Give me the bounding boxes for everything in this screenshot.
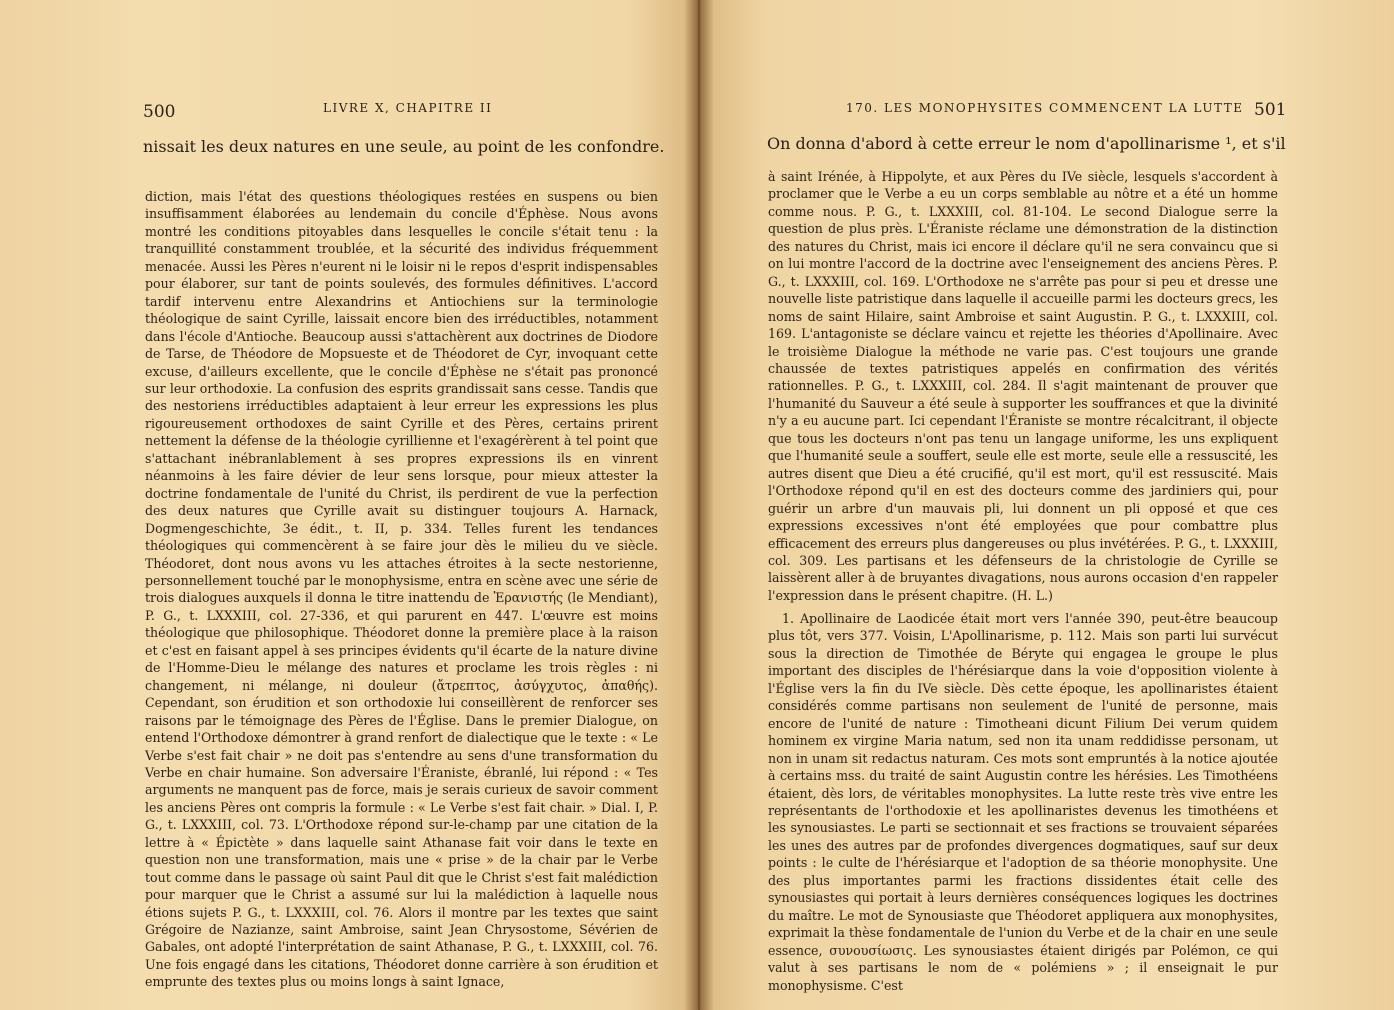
- left-page: [0, 0, 696, 1010]
- body-text: [768, 168, 1278, 608]
- body-paragraph: à saint Irénée, à Hippolyte, et aux Pères du IVe siècle, lesquels s'accordent à proclamer que le Verbe a eu un corps semblable au nôtre et a été un homme comme nous. P. G., t. LXXXIII, col. 81-104. Le second Dialogue serre la question de plus près. L'Éraniste réclame une démonstration de la distinction des natures du Christ, mais ici encore il déclare qu'il ne sera convaincu que si on lui montre l'accord de la doctrine avec l'enseignement des anciens Pères. P. G., t. LXXXIII, col. 169. L'Orthodoxe ne s'arrête pas pour si peu et dresse une nouvelle liste patristique dans laquelle il accueille parmi les docteurs grecs, les noms de saint Hilaire, saint Ambroise et saint Augustin. P. G., t. LXXXIII, col. 169. L'antagoniste se déclare vaincu et rejette les théories d'Apollinaire. Avec le troisième Dialogue la méthode ne varie pas. C'est toujours une grande chaussée de textes patristiques appelés en confirmation des vérités rationnelles. P. G., t. LXXXIII, col. 284. Il s'agit maintenant de prouver que l'humanité du Sauveur a été seule à supporter les souffrances et que la divinité n'y a eu aucune part. Ici cependant l'Éraniste se montre récalcitrant, il objecte que tous les docteurs n'ont pas tenu un langage uniforme, les uns expliquent que l'humanité seule a souffert, seule elle est morte, seule elle a ressuscité, les autres disent que Dieu a été crucifié, qu'il est mort, qu'il est ressuscité. Mais l'Orthodoxe répond qu'il en est des docteurs comme des jardiniers qui, pour guérir un arbre d'un mauvais pli, lui donnent un pli opposé et que ces expressions excessives n'ont été employées que pour combattre plus efficacement des erreurs plus dangereuses ou plus invétérées. P. G., t. LXXXIII, col. 309. Les partisans et les défenseurs de la christologie de Cyrille se laissèrent aller à de bruyantes divagations, nous aurons occasion d'en rappeler l'expression dans le présent chapitre. (H. L.): [768, 169, 1278, 603]
- body-text: [145, 188, 658, 990]
- page-number: 500: [143, 102, 176, 122]
- running-head: LIVRE X, CHAPITRE II: [323, 101, 493, 115]
- page-number: 501: [1254, 100, 1287, 120]
- footnote-text: 1. Apollinaire de Laodicée était mort vers l'année 390, peut-être beaucoup plus tôt, vers 377. Voisin, L'Apollinarisme, p. 112. Mais son parti lui survécut sous la direction de Timothée de Béryte qui engagea le groupe le plus important des disciples de l'hérésiarque dans la voie d'opposition violente à l'Église vers la fin du IVe siècle. Dès cette époque, les apollinaristes étaient considérés comme partisans non seulement de l'unité de personne, mais encore de l'unité de nature : Timotheani dicunt Filium Dei verum quidem hominem ex virgine Maria natum, sed non ita unam reddidisse personam, ut non in unam sit redactus naturam. Ces mots sont empruntés à la notice ajoutée à certains mss. du traité de saint Augustin contre les hérésies. Les Timothéens étaient, dès lors, de véritables monophysites. La lutte reste très vive entre les représentants de l'orthodoxie et les apollinaristes devenus les timothéens et les synousiastes. Le parti se sectionnait et ses fractions se trouvaient séparées les unes des autres par de profondes divergences dogmatiques, sauf sur deux points : le culte de l'hérésiarque et l'adoption de sa théorie monophysite. Une des plus importantes parmi les fractions dissidentes était celle des synousiastes qui portait à leurs dernières conséquences logiques les doctrines du maître. Le mot de Synousiaste que Théodoret appliquera aux monophysites, exprimait la thèse fondamentale de l'union du Verbe et de la chair en une seule essence, συνουσίωσις. Les synousiastes étaient dirigés par Polémon, ce qui valut à ses partisans le nom de « polémiens » ; il enseignait le pur monophysisme. C'est: [768, 611, 1278, 993]
- lead-line: nissait les deux natures en une seule, au point de les confondre.: [143, 137, 665, 156]
- body-paragraph: diction, mais l'état des questions théologiques restées en suspens ou bien insuffisamment élaborées au lendemain du concile d'Éphèse. Nous avons montré les conditions pitoyables dans lesquelles le concile s'était tenu : la tranquillité constamment troublée, et la sécurité des individus fréquemment menacée. Aussi les Pères n'eurent ni le loisir ni le repos d'esprit indispensables pour élaborer, sur tant de points soulevés, des formules définitives. L'accord tardif intervenu entre Alexandrins et Antiochiens sur la terminologie théologique de saint Cyrille, laissait encore bien des irréductibles, notamment dans l'école d'Antioche. Beaucoup aussi s'attachèrent aux doctrines de Diodore de Tarse, de Théodore de Mopsueste et de Théodoret de Cyr, invoquant cette excuse, d'ailleurs excellente, que le concile d'Éphèse ne s'était pas prononcé sur leur orthodoxie. La confusion des esprits grandissait sans cesse. Tandis que des nestoriens irréductibles adaptaient à leur erreur les expressions les plus rigoureusement orthodoxes de saint Cyrille et des Pères, certains prirent nettement la défense de la théologie cyrillienne et l'exagérèrent à tel point que s'attachant inébranlablement à ses propres expressions ils en vinrent néanmoins à les faire dévier de leur sens lorsque, pour mieux attester la doctrine fondamentale de l'unité du Christ, ils perdirent de vue la perfection des deux natures que Cyrille avait su distinguer toujours A. Harnack, Dogmengeschichte, 3e édit., t. II, p. 334. Telles furent les tendances théologiques qui commencèrent à se faire jour dès le milieu du ve siècle. Théodoret, dont nous avons vu les attaches étroites à la secte nestorienne, personnellement touché par le monophysisme, entra en scène avec une série de trois dialogues auxquels il donna le titre inattendu de Ἐρανιστής (le Mendiant), P. G., t. LXXXIII, col. 27-336, et qui parurent en 447. L'œuvre est moins théologique que philosophique. Théodoret donne la première place à la raison et c'est en faisant appel à ses principes évidents qu'il écarte de la nature divine de l'Homme-Dieu le mélange des natures et proclame les trois règles : ni changement, ni mélange, ni douleur (ἄτρεπτος, ἀσύγχυτος, ἀπαθής). Cependant, son érudition et son orthodoxie lui conseillèrent de renforcer ses raisons par le témoignage des Pères de l'Église. Dans le premier Dialogue, on entend l'Orthodoxe démontrer à grand renfort de dialectique que le texte : « Le Verbe s'est fait chair » ne doit pas s'entendre au sens d'une transformation du Verbe en chair humaine. Son adversaire l'Éraniste, ébranlé, lui répond : « Tes arguments ne manquent pas de force, mais je serais curieux de savoir comment les anciens Pères ont compris la formule : « Le Verbe s'est fait chair. » Dial. I, P. G., t. LXXXIII, col. 73. L'Orthodoxe répond sur-le-champ par une citation de la lettre à « Épictète » dans laquelle saint Athanase fait voir dans le texte en question non une transformation, mais une « prise » de la chair par le Verbe tout comme dans le passage où saint Paul dit que le Christ s'est fait malédiction pour marquer que le Christ a assumé sur lui la malédiction à laquelle nous étions sujets P. G., t. LXXXIII, col. 76. Alors il montre par les textes que saint Grégoire de Nazianze, saint Ambroise, saint Jean Chrysostome, Sévérien de Gabales, ont adopté l'interprétation de saint Athanase, P. G., t. LXXXIII, col. 76. Une fois engagé dans les citations, Théodoret donne carrière à son érudition et emprunte des textes plus ou moins longs à saint Ignace,: [145, 189, 658, 990]
- lead-line: On donna d'abord à cette erreur le nom d'apollinarisme ¹, et s'il: [767, 134, 1286, 153]
- footnote: [768, 610, 1278, 993]
- right-page: [704, 0, 1394, 1010]
- running-head: 170. LES MONOPHYSITES COMMENCENT LA LUTTE: [846, 101, 1244, 115]
